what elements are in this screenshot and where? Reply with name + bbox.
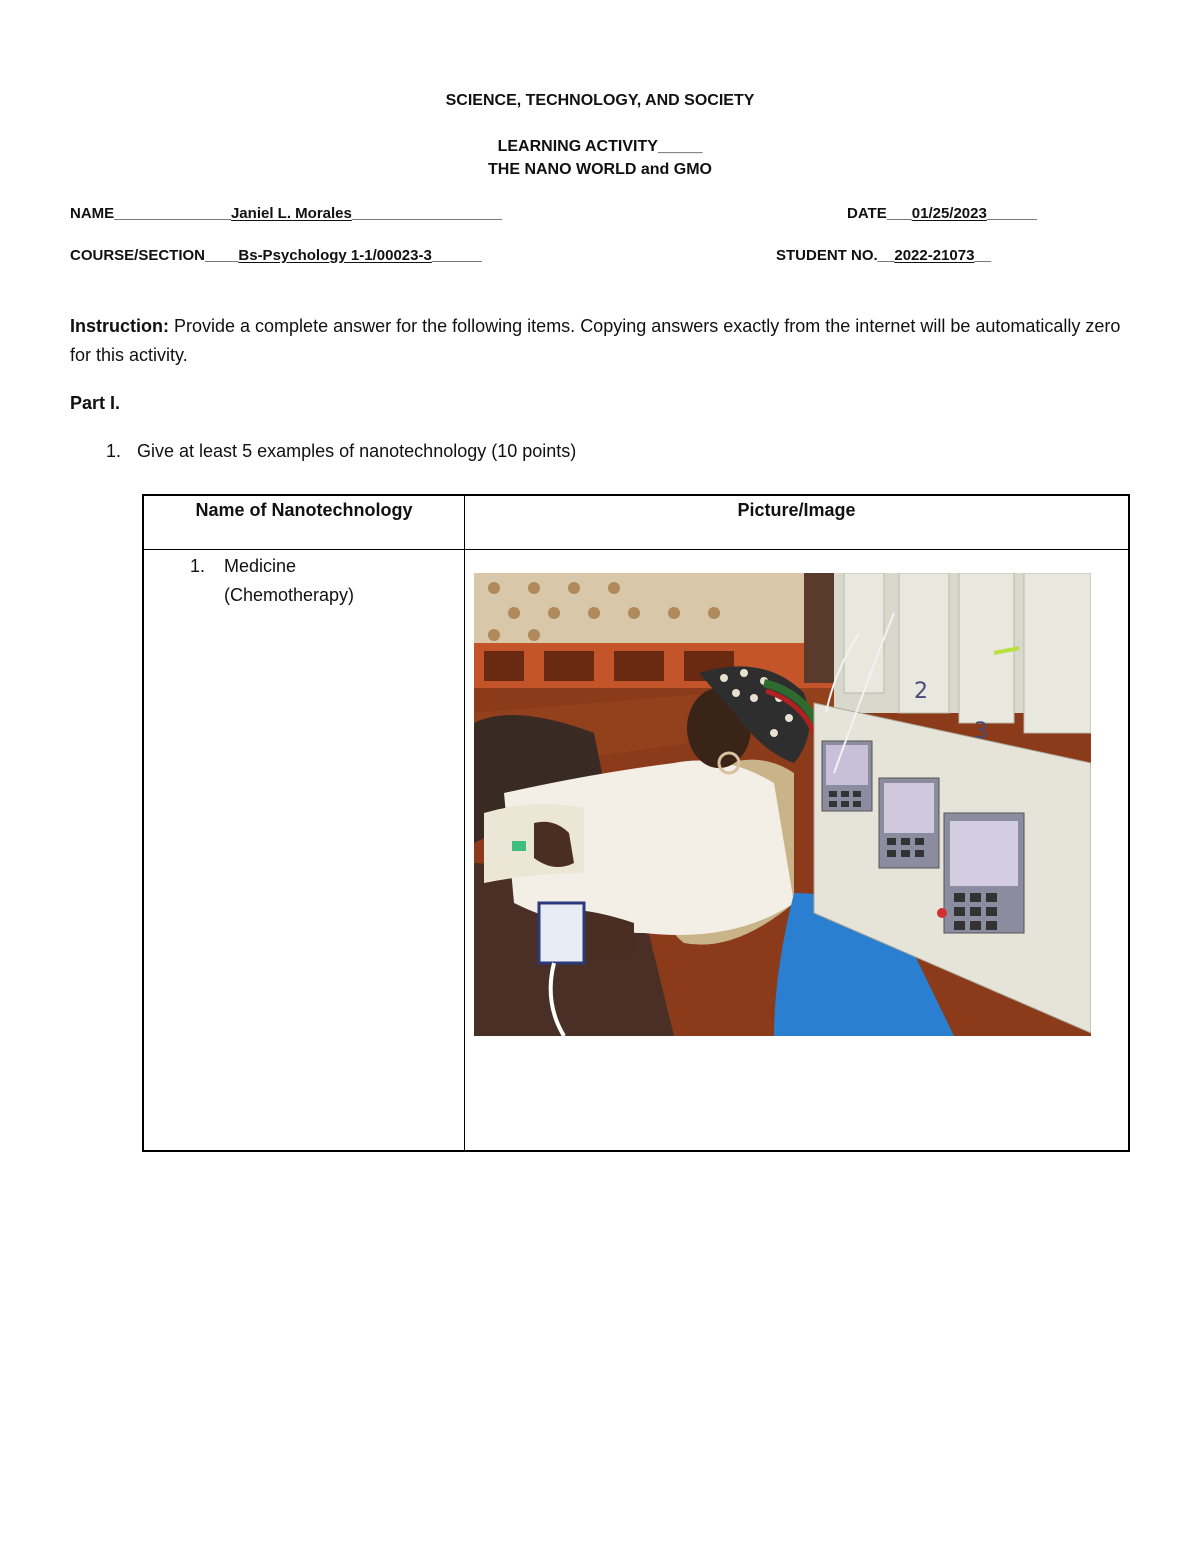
activity-blank: _____	[657, 138, 703, 155]
pump-screen-3	[937, 813, 1024, 933]
course-section-field	[70, 247, 482, 264]
name-post-blank: __________________	[351, 205, 503, 222]
date-label: DATE	[847, 205, 887, 222]
pump-label-2: 2	[914, 679, 928, 704]
student-pre-blank: __	[877, 247, 895, 264]
name-pre-blank: ______________	[114, 205, 231, 222]
header-name-label: Name of Nanotechnology	[195, 500, 413, 520]
table-header-picture	[465, 495, 1130, 550]
row-name-line1: Medicine	[224, 556, 297, 576]
question-number: 1.	[106, 441, 122, 461]
topic-title: THE NANO WORLD and GMO	[488, 161, 712, 178]
question-item	[106, 437, 576, 466]
date-field	[847, 205, 1037, 222]
date-post-blank: ______	[986, 205, 1037, 222]
instruction-label: Instruction:	[70, 316, 169, 336]
date-value: 01/25/2023	[911, 205, 987, 222]
student-value: 2022-21073	[894, 247, 975, 264]
course-label: COURSE/SECTION	[70, 247, 206, 264]
question-text: Give at least 5 examples of nanotechnology (10 points)	[137, 441, 577, 461]
course-value: Bs-Psychology 1-1/00023-3	[238, 247, 432, 264]
table-cell-name	[143, 550, 465, 1152]
course-title: SCIENCE, TECHNOLOGY, AND SOCIETY	[445, 92, 755, 109]
student-label: STUDENT NO.	[776, 247, 878, 264]
pump-screen-1	[822, 741, 872, 811]
name-label: NAME	[70, 205, 115, 222]
row-name-line2: (Chemotherapy)	[224, 585, 355, 605]
chemotherapy-photo	[474, 573, 1091, 1036]
pump-screen-2	[879, 778, 939, 868]
name-value: Janiel L. Morales	[230, 205, 352, 222]
instruction-paragraph	[70, 312, 1132, 370]
table-header-row	[143, 495, 1129, 550]
table-header-name	[143, 495, 465, 550]
instruction-text: Provide a complete answer for the following items. Copying answers exactly from the internet will be automatically zero for this activity.	[70, 316, 1121, 365]
date-pre-blank: ___	[886, 205, 912, 222]
activity-label	[0, 138, 1200, 156]
chemotherapy-photo-image	[474, 573, 1091, 1036]
part-label: Part I.	[70, 393, 121, 413]
activity-label-text: LEARNING ACTIVITY	[497, 138, 658, 155]
header-picture-label: Picture/Image	[737, 500, 856, 520]
course-pre-blank: ____	[205, 247, 239, 264]
course-post-blank: ______	[431, 247, 482, 264]
pump-label-3: 3	[974, 719, 988, 744]
student-no-field	[776, 247, 991, 264]
student-post-blank: __	[974, 247, 992, 264]
row-number: 1.	[190, 556, 206, 576]
name-field	[70, 205, 502, 222]
